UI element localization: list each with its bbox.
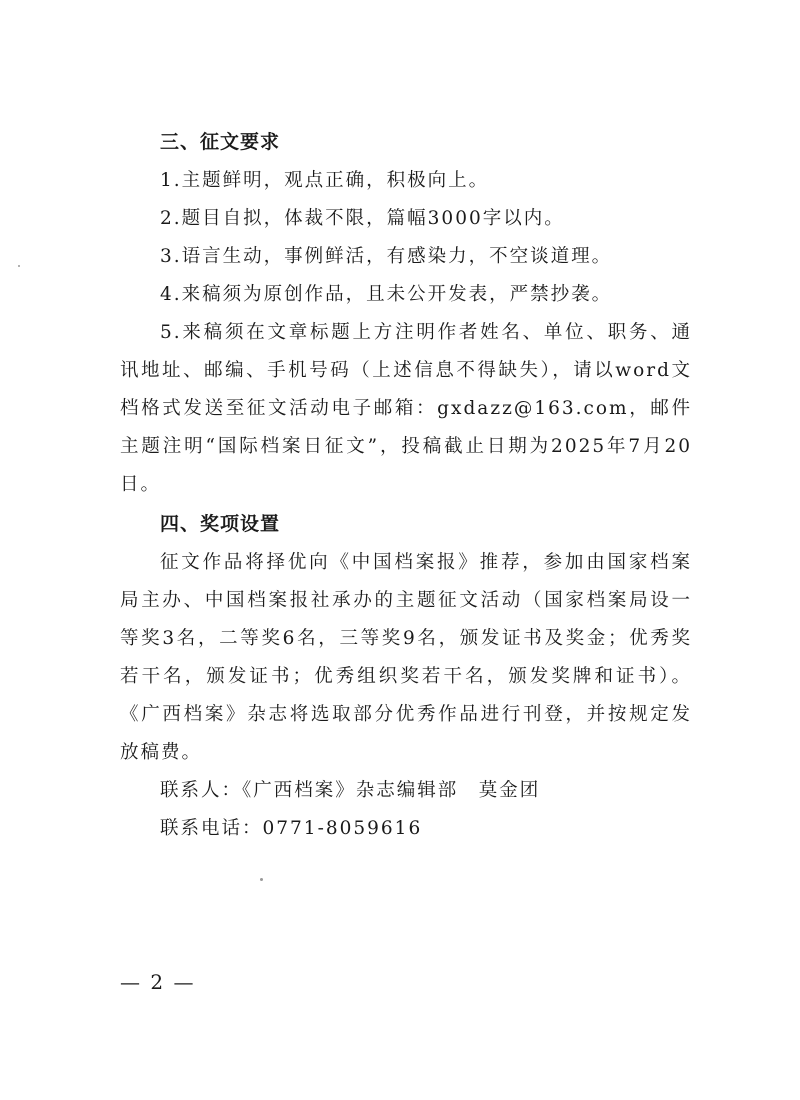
contact-person: 联系人：《广西档案》杂志编辑部 莫金团: [160, 780, 541, 801]
document-body: [120, 122, 692, 848]
section-heading-requirements: 三、征文要求: [160, 131, 281, 153]
requirement-item-4: 4.来稿须为原创作品，且未公开发表，严禁抄袭。: [160, 284, 613, 305]
scan-speck: [18, 265, 20, 267]
scan-speck: [260, 878, 263, 881]
contact-phone: 联系电话：0771-8059616: [160, 818, 423, 839]
requirement-item-3: 3.语言生动，事例鲜活，有感染力，不空谈道理。: [160, 246, 613, 267]
requirement-item-5: 5.来稿须在文章标题上方注明作者姓名、单位、职务、通讯地址、邮编、手机号码（上述信息不得缺失），请以word文档格式发送至征文活动电子邮箱：gxdazz@163.com，邮件主题注明“国际档案日征文”，投稿截止日期为2025年7月20日。: [120, 322, 692, 495]
requirement-item-2: 2.题目自拟，体裁不限，篇幅3000字以内。: [160, 208, 565, 229]
page-number: — 2 —: [120, 970, 196, 994]
requirement-item-1: 1.主题鲜明，观点正确，积极向上。: [160, 170, 490, 191]
section-heading-awards: 四、奖项设置: [160, 513, 281, 535]
awards-paragraph: 征文作品将择优向《中国档案报》推荐，参加由国家档案局主办、中国档案报社承办的主题征文活动（国家档案局设一等奖3名，二等奖6名，三等奖9名，颁发证书及奖金；优秀奖若干名，颁发证书；优秀组织奖若干名，颁发奖牌和证书）。《广西档案》杂志将选取部分优秀作品进行刊登，并按规定发放稿费。: [120, 552, 692, 763]
